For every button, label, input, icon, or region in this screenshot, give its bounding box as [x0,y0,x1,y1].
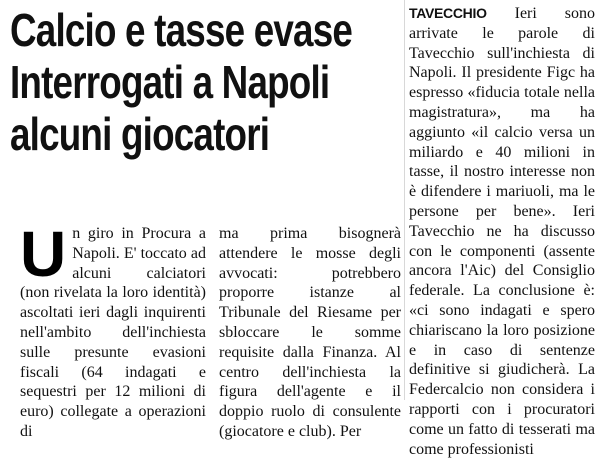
headline-line-3: alcuni giocatori [10,108,270,160]
headline-line-2: Interrogati a Napoli [10,56,330,108]
article-column-1-text: n giro in Procura a Napoli. E' toccato ad alcuni calciatori (non rivelata la loro identità) ascoltati ieri dagli inquirenti nell'ambito dell'inchiesta sulle presunte evasioni fiscali (64 indagati e sequestri per 12 milioni di euro) collegate a operazioni di [20,225,206,440]
sidebar-kicker: TAVECCHIO [409,5,487,21]
sidebar-column [409,4,595,458]
article-column-2 [219,224,401,440]
drop-cap: U [20,218,67,290]
sidebar-text: Ieri sono arrivate le parole di Tavecchio sull'inchiesta di Napoli. Il presidente Figc ha espresso «fiducia totale nella magistratura», ma ha aggiunto «il calcio versa un miliardo e 40 milioni in tasse, il nostro interesse non è difendere i mariuoli, ma le persone per bene». Ieri Tavecchio ne ha discusso con le componenti (assente ancora l'Aic) del Consiglio federale. La conclusione è: «ci sono indagati e spero chiariscano la loro posizione e in caso di sentenze definitive si giudicherà. La Federcalcio non considera i rapporti con i procuratori come un fatto di tesserati ma come professionisti [409,5,595,458]
headline-line-1: Calcio e tasse evase [10,4,353,56]
article-column-1 [20,218,206,440]
article-headline [10,4,353,160]
column-divider [404,0,405,400]
article-column-2-text: ma prima bisognerà attendere le mosse degli avvocati: potrebbero proporre istanze al Tribunale del Riesame per sbloccare le somme requisite dalla Finanza. Al centro dell'inchiesta la figura dell'agente e il doppio ruolo di consulente (giocatore e club). Per [219,225,401,440]
